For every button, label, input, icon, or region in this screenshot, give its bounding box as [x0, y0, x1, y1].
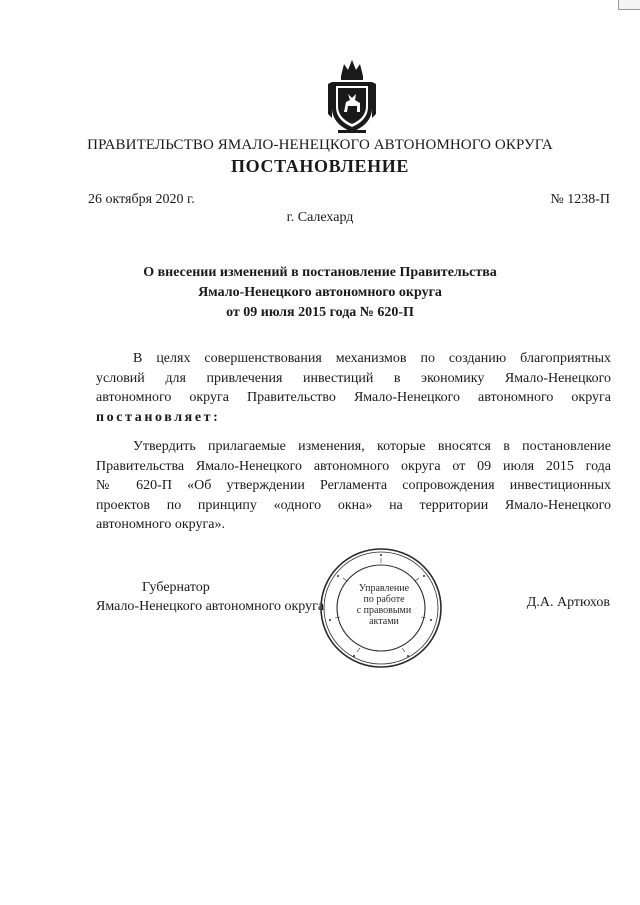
subject-line: Ямало-Ненецкого автономного округа — [198, 285, 442, 300]
document-type: ПОСТАНОВЛЕНИЕ — [231, 156, 409, 176]
signer-position-line: Ямало-Ненецкого автономного округа — [96, 599, 325, 614]
stamp-text-line: актами — [369, 616, 399, 627]
paragraph-line: автономного округа Правительство Ямало-Ненецкого автономного округа — [96, 390, 611, 405]
paragraph-line: условий для привлечения инвестиций в экономику Ямало-Ненецкого — [96, 370, 611, 386]
paragraph-line: Правительства Ямало-Ненецкого автономного округа от 09 июля 2015 года — [96, 458, 611, 474]
signer-position-line: Губернатор — [142, 580, 210, 595]
paragraph-line: проектов по принципу «одного окна» на территории Ямало-Ненецкого — [96, 497, 611, 513]
document-subject — [90, 263, 550, 323]
body-paragraph-resolution — [96, 437, 611, 535]
stamp-text-line: по работе — [363, 594, 405, 605]
stamp-inner-text — [338, 583, 430, 627]
resolves-word: постановляет: — [96, 409, 221, 425]
stamp-text-line: Управление — [358, 583, 410, 594]
document-date: 26 октября 2020 г. — [88, 192, 195, 207]
paragraph-line: автономного округа». — [96, 517, 225, 532]
document-city: г. Салехард — [286, 210, 354, 225]
signer-name: Д.А. Артюхов — [526, 595, 610, 610]
body-paragraph-preamble — [96, 349, 611, 427]
document-number: № 1238-П — [550, 192, 610, 207]
page-corner — [618, 0, 640, 10]
stamp-text-line: с правовыми — [356, 605, 412, 616]
subject-line: от 09 июля 2015 года № 620-П — [226, 305, 414, 320]
subject-line: О внесении изменений в постановление Правительства — [143, 265, 497, 280]
coat-of-arms-icon — [324, 58, 380, 138]
government-title: ПРАВИТЕЛЬСТВО ЯМАЛО-НЕНЕЦКОГО АВТОНОМНОГО ОКРУГА — [87, 137, 553, 153]
paragraph-line: В целях совершенствования механизмов по созданию благоприятных — [133, 351, 611, 366]
paragraph-line: № 620-П «Об утверждении Регламента сопровождения инвестиционных — [96, 478, 611, 493]
paragraph-line: Утвердить прилагаемые изменения, которые вносятся в постановление — [133, 439, 611, 454]
signer-position — [96, 578, 346, 616]
